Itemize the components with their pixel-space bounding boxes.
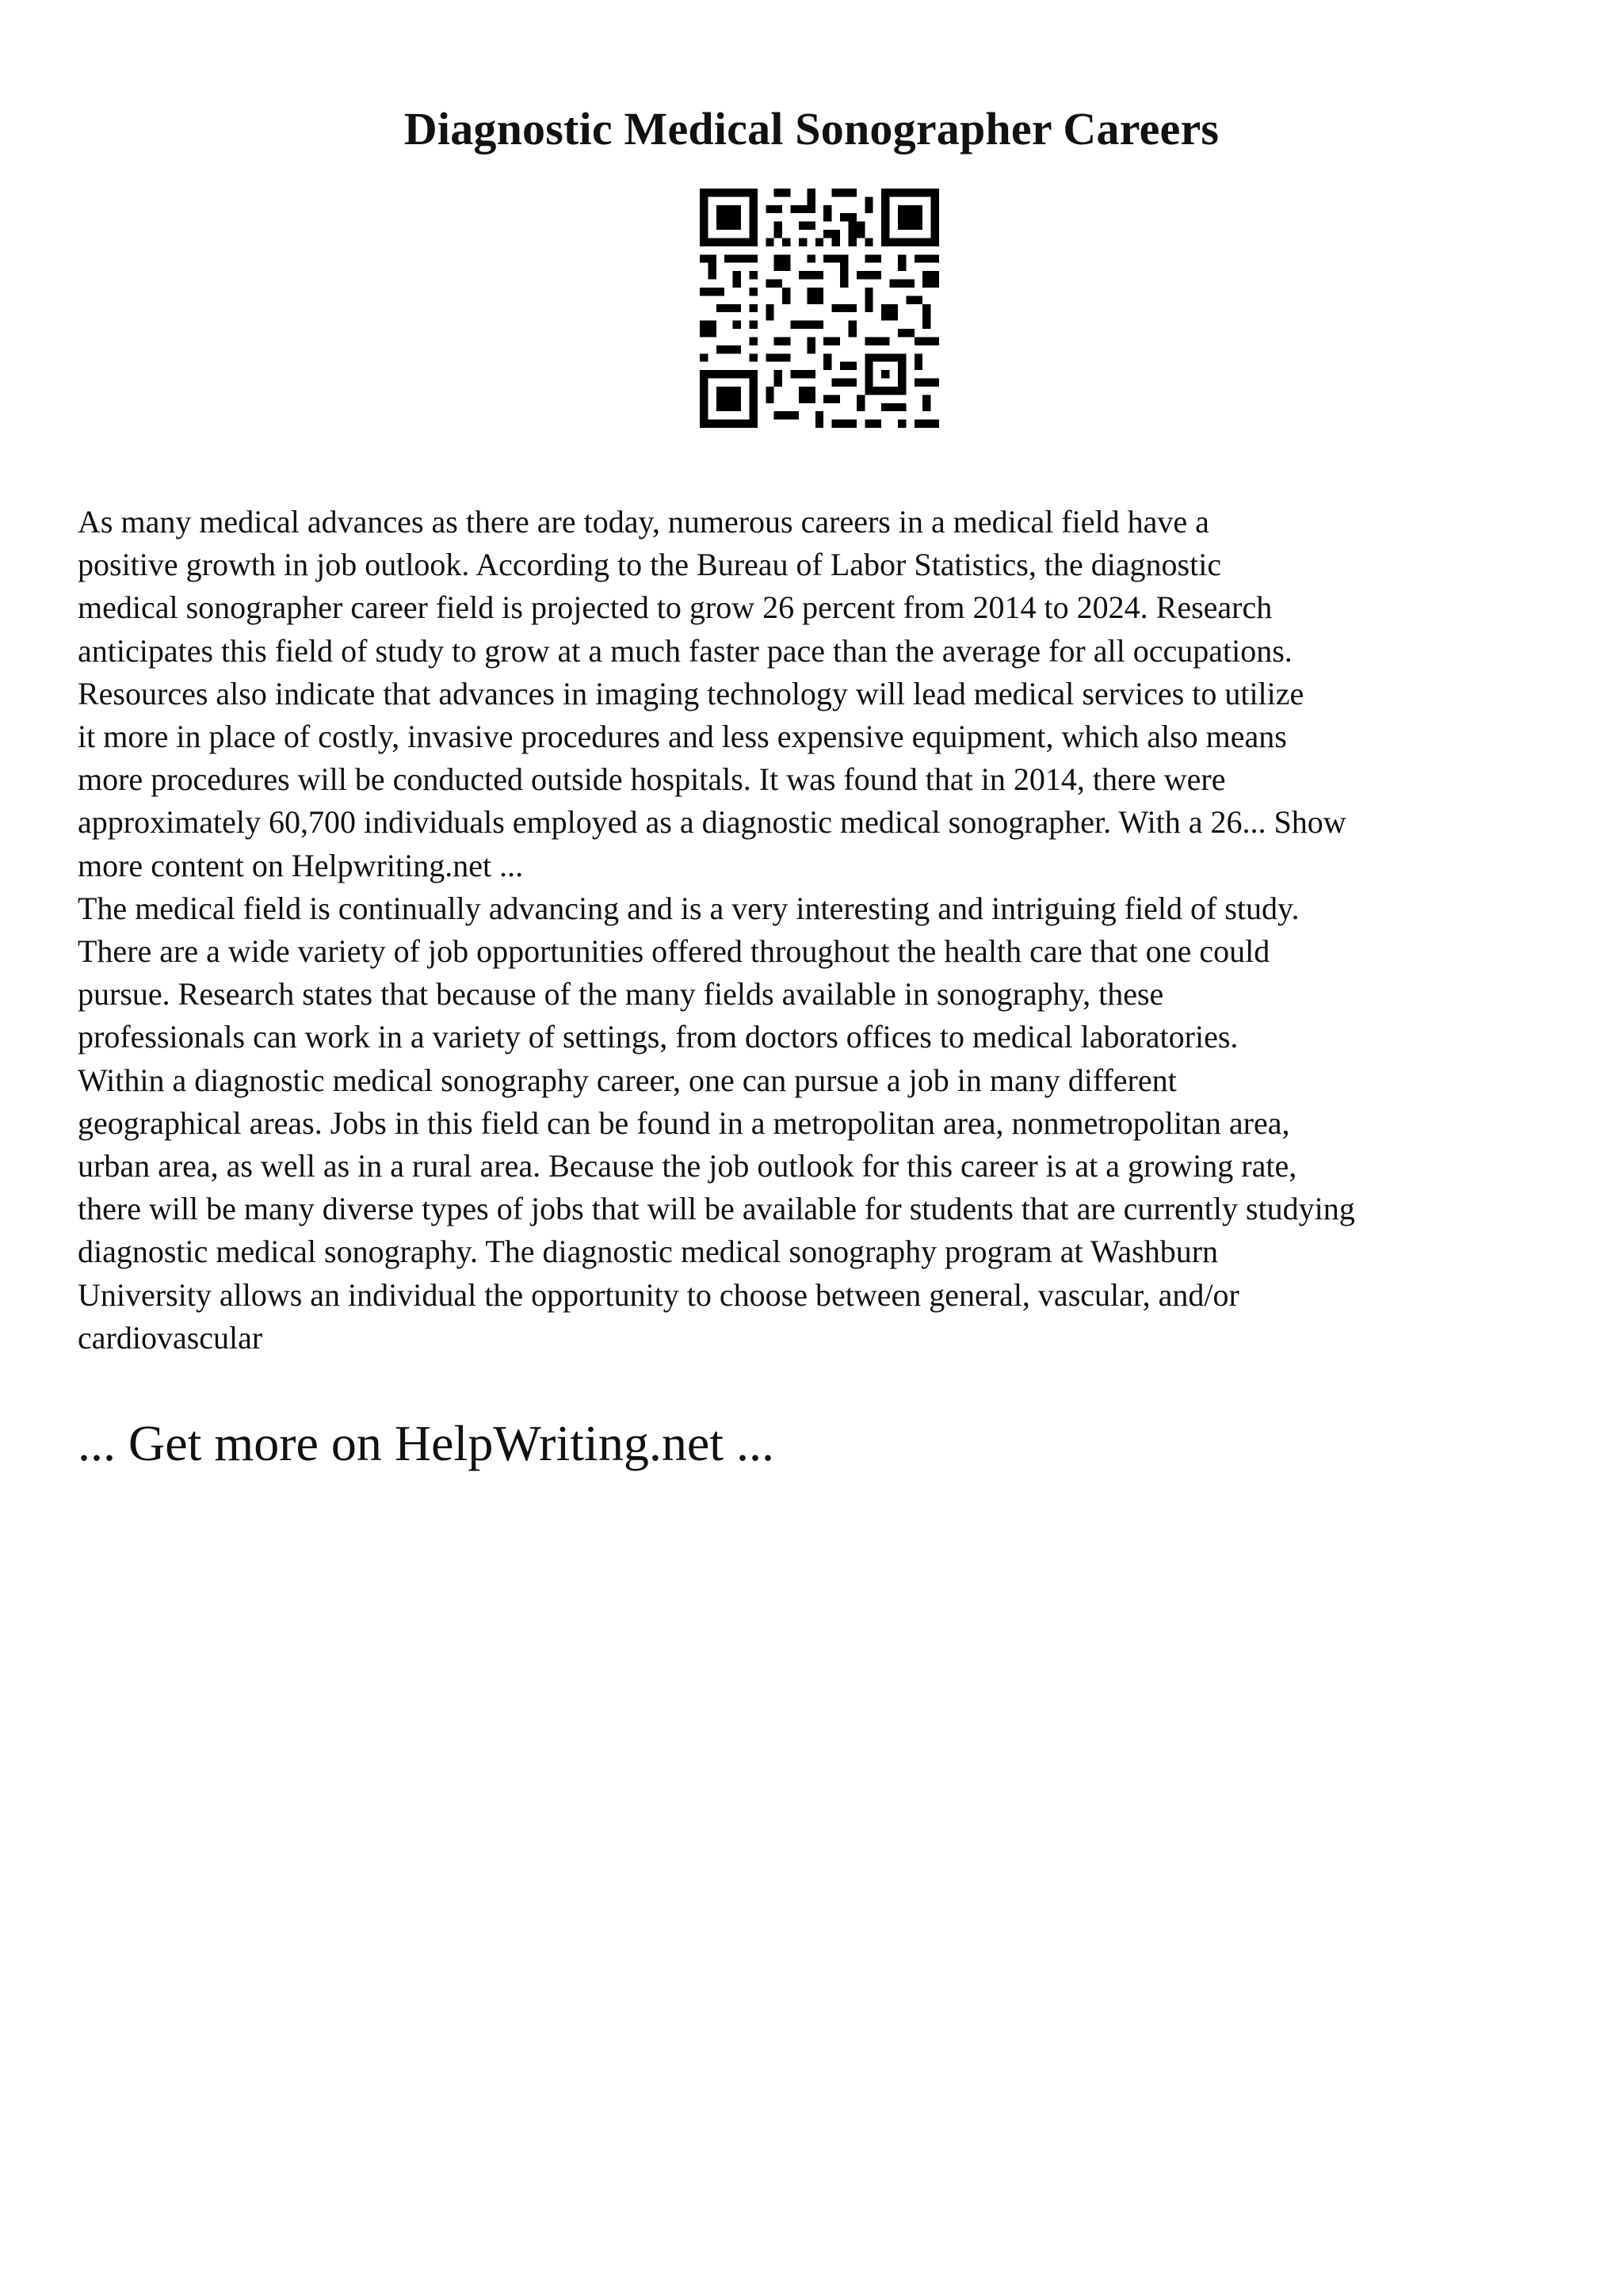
body-line: There are a wide variety of job opportunities offered throughout the health care that one could: [78, 933, 1270, 970]
body-line: it more in place of costly, invasive procedures and less expensive equipment, which also means: [78, 719, 1287, 755]
body-line: Within a diagnostic medical sonography career, one can pursue a job in many different: [78, 1062, 1177, 1098]
body-line: positive growth in job outlook. According to the Bureau of Labor Statistics, the diagnostic: [78, 547, 1222, 583]
body-line: The medical field is continually advancing and is a very interesting and intriguing field of study.: [78, 890, 1300, 926]
body-line: professionals can work in a variety of settings, from doctors offices to medical laboratories.: [78, 1019, 1239, 1055]
body-line: there will be many diverse types of jobs that will be available for students that are currently studying: [78, 1191, 1355, 1227]
body-line: University allows an individual the opportunity to choose between general, vascular, and/or: [78, 1276, 1239, 1313]
body-line: As many medical advances as there are today, numerous careers in a medical field have a: [78, 504, 1209, 540]
article-body: [78, 501, 1583, 1360]
body-line: pursue. Research states that because of the many fields available in sonography, these: [78, 976, 1164, 1013]
body-line: anticipates this field of study to grow at a much faster pace than the average for all occupations.: [78, 632, 1293, 669]
body-line: diagnostic medical sonography. The diagnostic medical sonography program at Washburn: [78, 1234, 1219, 1270]
body-line: more content on Helpwriting.net ...: [78, 847, 524, 883]
body-line: medical sonographer career field is projected to grow 26 percent from 2014 to 2024. Research: [78, 589, 1273, 626]
body-line: Resources also indicate that advances in imaging technology will lead medical services to utilize: [78, 675, 1304, 711]
body-line: geographical areas. Jobs in this field can be found in a metropolitan area, nonmetropolitan area,: [78, 1104, 1290, 1141]
body-line: urban area, as well as in a rural area. Because the job outlook for this career is at a growing rate,: [78, 1148, 1297, 1184]
qr-code-icon: [700, 189, 939, 428]
body-line: more procedures will be conducted outside hospitals. It was found that in 2014, there were: [78, 761, 1226, 798]
get-more-link[interactable]: ... Get more on HelpWriting.net ...: [78, 1415, 774, 1471]
body-line: cardiovascular: [78, 1319, 263, 1356]
body-line: approximately 60,700 individuals employed as a diagnostic medical sonographer. With a 26... Show: [78, 804, 1346, 841]
document-title: Diagnostic Medical Sonographer Careers: [403, 103, 1220, 154]
